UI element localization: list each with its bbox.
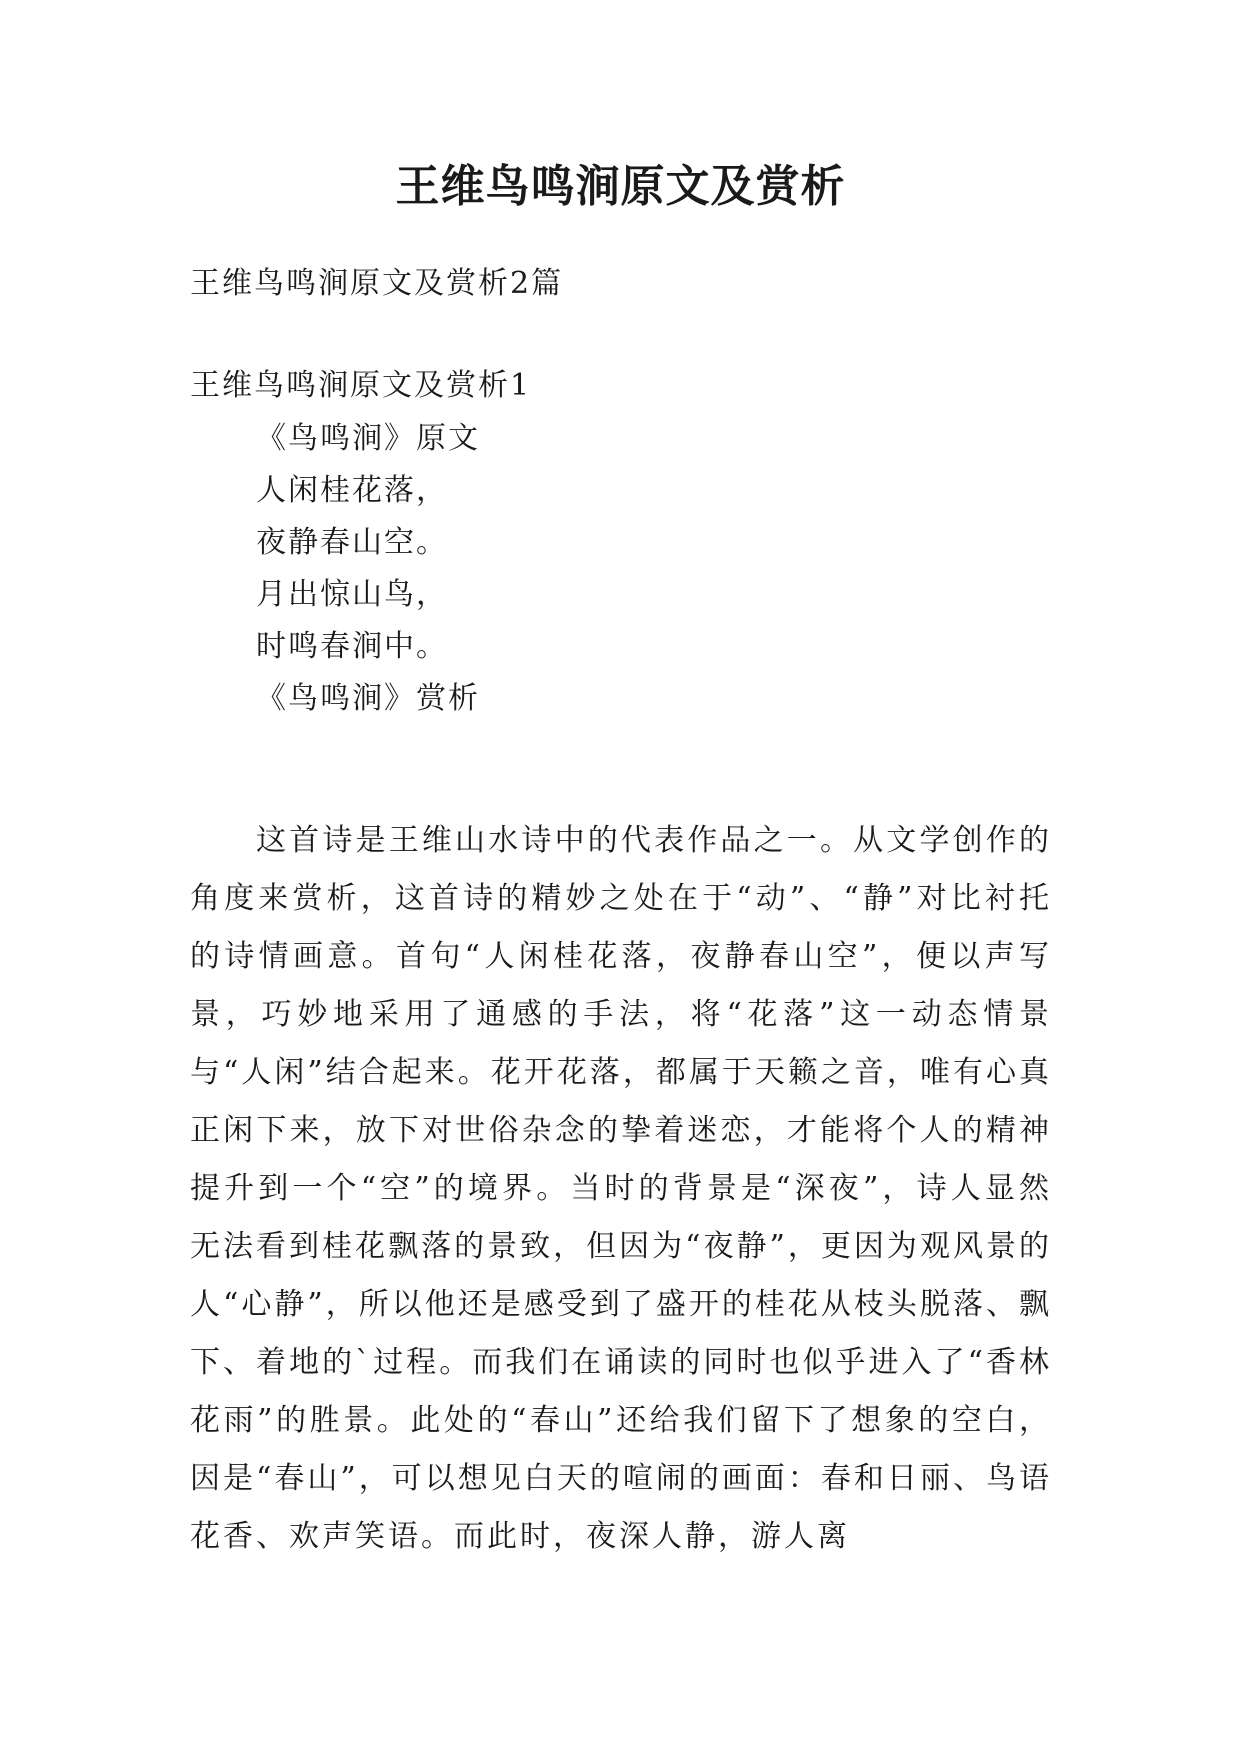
document-title: 王维鸟鸣涧原文及赏析 (395, 161, 846, 212)
section-heading: 王维鸟鸣涧原文及赏析1 (190, 368, 532, 403)
analysis-paragraph: 这首诗是王维山水诗中的代表作品之一。从文学创作的角度来赏析，这首诗的精妙之处在于“动”、“静”对比衬托的诗情画意。首句“人闲桂花落，夜静春山空”，便以声写景，巧妙地采用了通感的手法，将“花落”这一动态情景与“人闲”结合起来。花开花落，都属于天籁之音，唯有心真正闲下来，放下对世俗杂念的挚着迷恋，才能将个人的精神提升到一个“空”的境界。当时的背景是“深夜”，诗人显然无法看到桂花飘落的景致，但因为“夜静”，更因为观风景的人“心静”，所以他还是感受到了盛开的桂花从枝头脱落、飘下、着地的`过程。而我们在诵读的同时也似乎进入了“香林花雨”的胜景。此处的“春山”还给我们留下了想象的空白，因是“春山”，可以想见白天的喧闹的画面：春和日丽、鸟语花香、欢声笑语。而此时，夜深人静，游人离 (190, 823, 1052, 1554)
poem-line-4: 时鸣春涧中。 (256, 629, 448, 664)
analysis-heading: 《鸟鸣涧》赏析 (256, 681, 480, 716)
document-subtitle: 王维鸟鸣涧原文及赏析2篇 (190, 266, 564, 301)
original-heading: 《鸟鸣涧》原文 (256, 421, 480, 456)
poem-line-2: 夜静春山空。 (256, 525, 448, 560)
poem-line-1: 人闲桂花落， (256, 473, 448, 508)
poem-line-3: 月出惊山鸟， (256, 577, 448, 612)
